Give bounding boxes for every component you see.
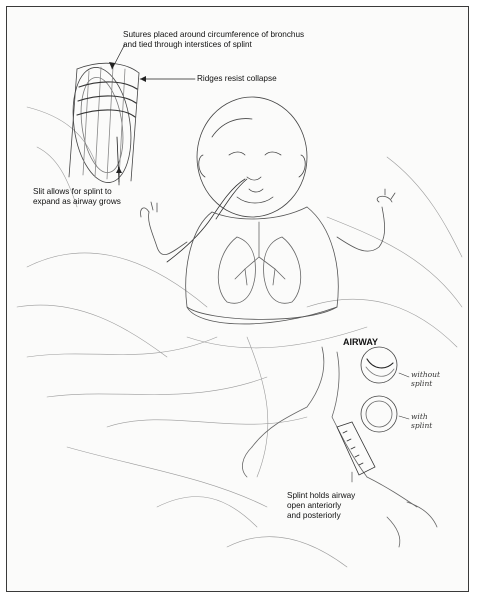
airway-without-splint xyxy=(361,347,397,383)
label-splint-holds: Splint holds airway open anteriorly and posteriorly xyxy=(287,491,356,520)
baby-body xyxy=(186,207,339,324)
blanket-sketch xyxy=(17,107,462,567)
airway-with-splint xyxy=(361,396,397,432)
label-without-splint: without splint xyxy=(411,370,441,388)
airway-title: AIRWAY xyxy=(343,337,379,347)
baby-right-arm xyxy=(337,189,395,251)
label-with-splint: with splint xyxy=(411,412,433,430)
splint-cylinder xyxy=(66,63,139,186)
label-ridges: Ridges resist collapse xyxy=(197,74,277,83)
airway-leader-lines xyxy=(352,373,409,482)
baby-left-arm xyxy=(141,202,187,255)
baby-head xyxy=(197,97,307,217)
label-slit: Slit allows for splint to expand as airway grows xyxy=(33,187,121,206)
lungs xyxy=(218,222,300,303)
medical-illustration xyxy=(7,7,469,592)
leader-lines xyxy=(112,44,195,185)
label-sutures: Sutures placed around circumference of bronchus and tied through interstices of splint xyxy=(123,30,305,49)
illustration-frame xyxy=(6,6,469,592)
